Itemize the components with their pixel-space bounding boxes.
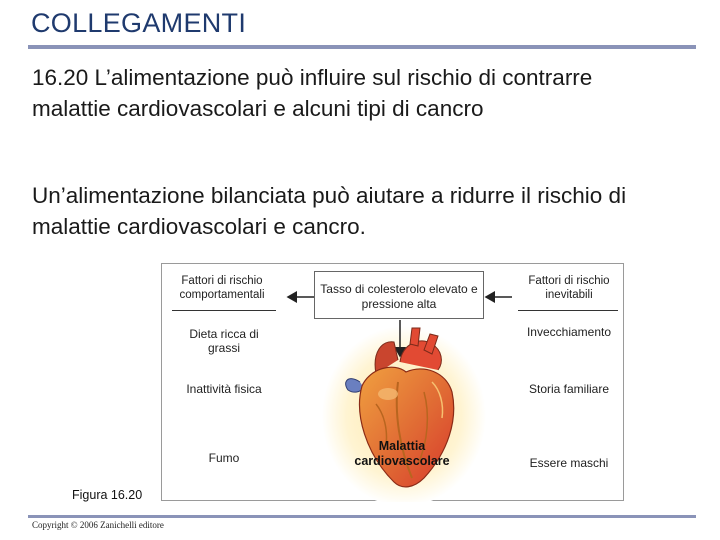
risk-item-inactivity: Inattività fisica — [186, 382, 262, 396]
cholesterol-box-text: Tasso di colesterolo elevato e pressione alta — [320, 282, 478, 311]
cholesterol-box — [314, 271, 484, 319]
page-title: COLLEGAMENTI — [31, 8, 247, 38]
figure-caption: Figura 16.20 — [72, 488, 143, 502]
footer-rule — [28, 515, 696, 518]
heart-label: Malattia cardiovascolare — [354, 439, 450, 468]
risk-item-smoking: Fumo — [208, 451, 240, 465]
slide-text: Un’alimentazione bilanciata può aiutare a ridurre il rischio di malattie cardiovascolari e cancro. — [32, 183, 627, 239]
figure-panel — [161, 263, 624, 501]
right-column-heading: Fattori di rischio inevitabili — [528, 275, 610, 301]
header-rule — [28, 45, 696, 49]
risk-item-aging: Invecchiamento — [526, 325, 612, 339]
risk-item-family-history: Storia familiare — [528, 382, 610, 396]
risk-item-diet: Dieta ricca di grassi — [189, 327, 259, 355]
left-column-heading: Fattori di rischio comportamentali — [179, 275, 265, 301]
slide-heading: 16.20 L’alimentazione può influire sul rischio di contrarre malattie cardiovascolari e alcuni tipi di cancro — [32, 65, 593, 121]
left-heading-underline — [172, 310, 276, 311]
right-heading-underline — [518, 310, 618, 311]
risk-item-male: Essere maschi — [529, 456, 609, 470]
copyright-notice: Copyright © 2006 Zanichelli editore — [32, 520, 164, 530]
